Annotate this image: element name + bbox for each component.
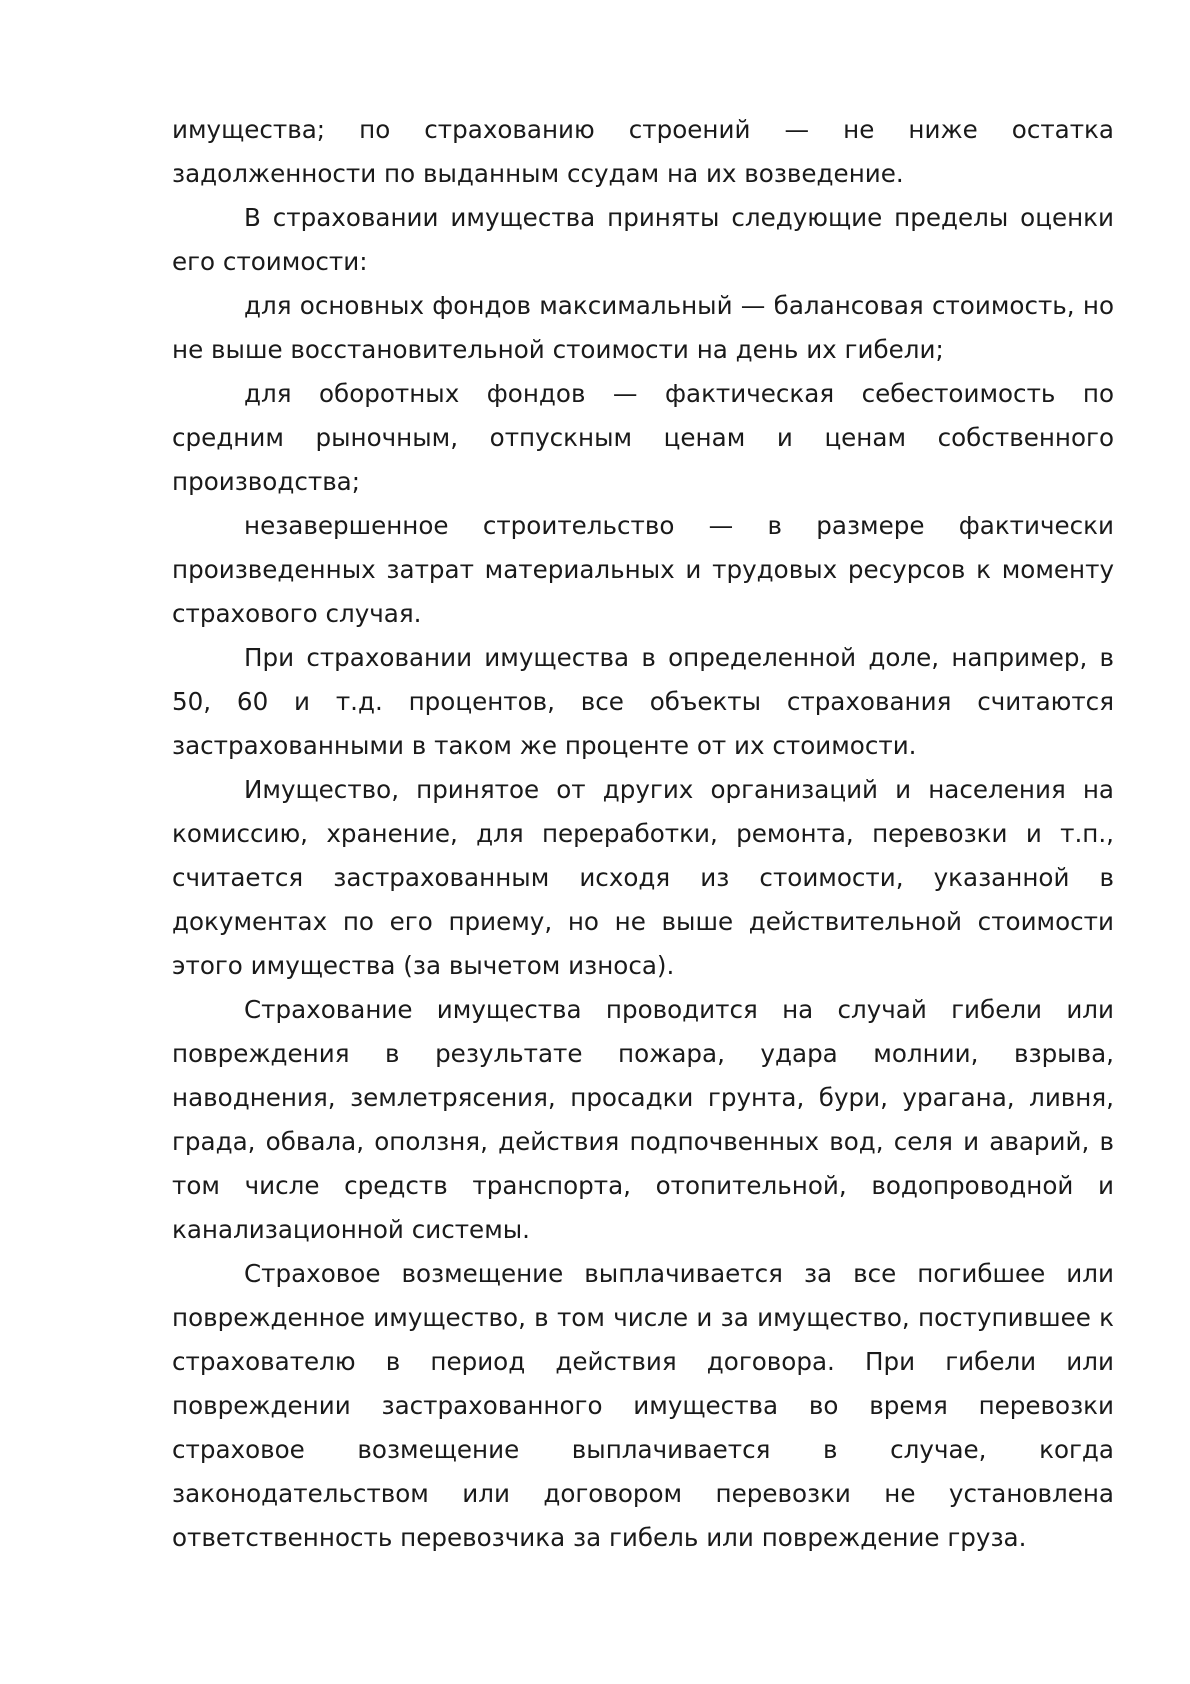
paragraph: незавершенное строительство — в размере фактически произведенных затрат материальных и трудовых ресурсов к моменту страхового случая. xyxy=(172,511,1114,628)
paragraph: При страховании имущества в определенной доле, например, в 50, 60 и т.д. процентов, все объекты страхования считаются застрахованными в таком же проценте от их стоимости. xyxy=(172,643,1114,760)
document-page xyxy=(172,108,1114,1560)
paragraph: Страхование имущества проводится на случай гибели или повреждения в результате пожара, удара молнии, взрыва, наводнения, землетрясения, просадки грунта, бури, урагана, ливня, града, обвала, оползня, действия подпочвенных вод, селя и аварий, в том числе средств транспорта, отопительной, водопроводной и канализационной системы. xyxy=(172,995,1114,1244)
paragraph: Имущество, принятое от других организаций и населения на комиссию, хранение, для переработки, ремонта, перевозки и т.п., считается застрахованным исходя из стоимости, указанной в документах по его приему, но не выше действительной стоимости этого имущества (за вычетом износа). xyxy=(172,775,1114,980)
paragraph: Страховое возмещение выплачивается за все погибшее или поврежденное имущество, в том числе и за имущество, поступившее к страхователю в период действия договора. При гибели или повреждении застрахованного имущества во время перевозки страховое возмещение выплачивается в случае, когда законодательством или договором перевозки не установлена ответственность перевозчика за гибель или повреждение груза. xyxy=(172,1259,1114,1552)
paragraph: для основных фондов максимальный — балансовая стоимость, но не выше восстановительной стоимости на день их гибели; xyxy=(172,291,1114,364)
paragraph: для оборотных фондов — фактическая себестоимость по средним рыночным, отпускным ценам и ценам собственного производства; xyxy=(172,379,1114,496)
paragraph: В страховании имущества приняты следующие пределы оценки его стоимости: xyxy=(172,203,1114,276)
paragraph-continued: имущества; по страхованию строений — не ниже остатка задолженности по выданным ссудам на их возведение. xyxy=(172,115,1114,188)
